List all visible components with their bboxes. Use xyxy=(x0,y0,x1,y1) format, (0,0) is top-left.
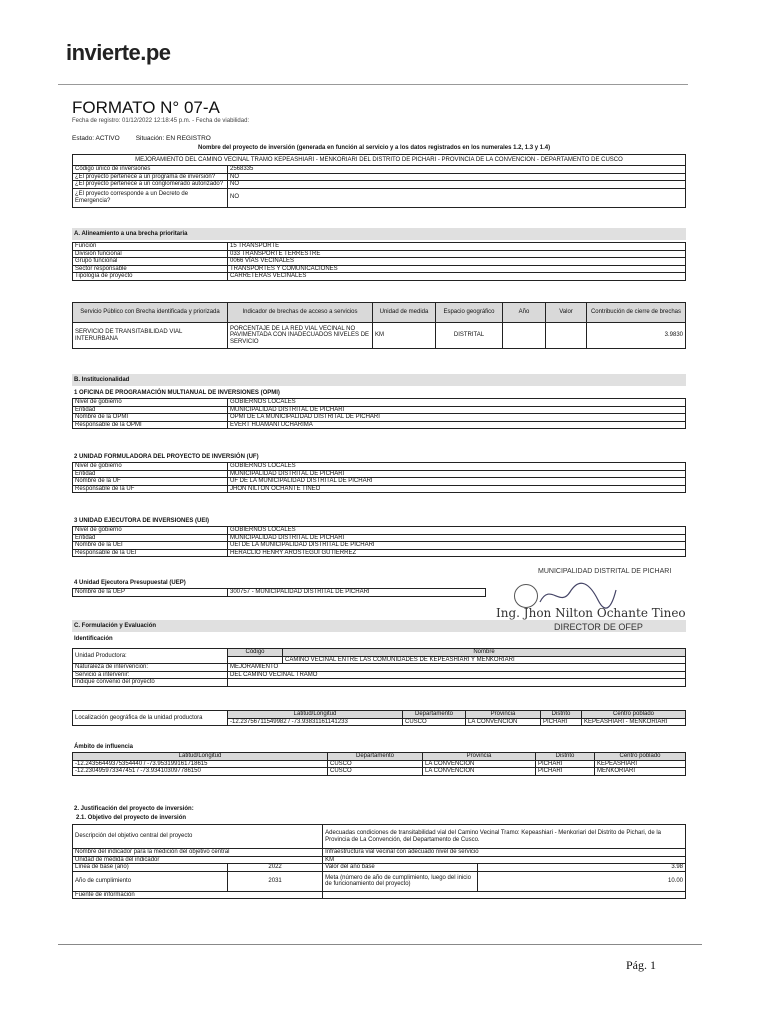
table-cell: Departamento xyxy=(403,711,466,719)
table-cell xyxy=(228,656,283,664)
table-cell: Provincia xyxy=(466,711,541,719)
table-cell: Valor xyxy=(546,303,587,323)
table-cell: -12.230495973347451 / -73.934103097786150 xyxy=(73,768,328,776)
table-cell: PICHARI xyxy=(541,718,582,726)
table-cell: Nombre del indicador para la medición del objetivo central xyxy=(73,849,323,857)
table-cell: Año de cumplimiento xyxy=(73,871,228,891)
table-cell: Año xyxy=(503,303,546,323)
table-cell: CARRETERAS VECINALES xyxy=(228,273,686,281)
objetivo-caption: 2.1. Objetivo del proyecto de inversión xyxy=(76,815,187,821)
table-cell: Meta (número de año de cumplimiento, luego del inicio de funcionamiento del proyecto) xyxy=(323,871,478,891)
table-cell: -12.23756711549982 / -73.93831161141233 xyxy=(228,718,403,726)
table-cell: 033 TRANSPORTE TERRESTRE xyxy=(228,250,686,258)
table-cell: MENKORIARI xyxy=(595,768,686,776)
table-cell: Línea de base (año) xyxy=(73,864,228,872)
table-cell: UEI DE LA MUNICIPALIDAD DISTRITAL DE PICHARI xyxy=(228,542,686,550)
table-cell: Centro poblado xyxy=(595,753,686,761)
table-cell: Localización geográfica de la unidad productora xyxy=(73,711,228,726)
table-cell: DEL CAMINO VECINAL TRAMO xyxy=(228,671,686,679)
table-cell: HERACLIO HENRY AROSTEGUI GUTIERREZ xyxy=(228,549,686,557)
table-cell: Responsable de la UEI xyxy=(73,549,228,557)
table-cell: Nombre xyxy=(283,649,686,657)
page-number: Pág. 1 xyxy=(626,958,656,972)
table-cell: Sector responsable xyxy=(73,265,228,273)
section-b-band: B. Institucionalidad xyxy=(72,374,686,386)
table-cell: NO xyxy=(228,188,686,207)
table-cell: Responsable de la OPMI xyxy=(73,421,228,429)
uei-caption: 3 UNIDAD EJECUTORA DE INVERSIONES (UEI) xyxy=(74,518,210,524)
table-cell: Código único de inversiones xyxy=(73,166,228,174)
table-cell: Nombre de la OPMI xyxy=(73,414,228,422)
section-a-band: A. Alineamiento a una brecha prioritaria xyxy=(72,228,686,240)
uf-table xyxy=(72,462,686,493)
proyecto-caption: Nombre del proyecto de inversión (generada en función al servicio y a los datos registrados en los numerales 1.2, 1.3 y 1.4) xyxy=(198,145,551,151)
table-cell: Indicador de brechas de acceso a servicios xyxy=(228,303,373,323)
table-cell: 2568335 xyxy=(228,166,686,174)
uei-table xyxy=(72,526,686,557)
localizacion-table xyxy=(72,710,686,726)
table-cell: Servicio a intervenir: xyxy=(73,671,228,679)
table-cell: Contribución de cierre de brechas xyxy=(587,303,686,323)
table-cell: CAMINO VECINAL ENTRE LAS COMUNIDADES DE KEPEASHIARI Y MENKORIARI xyxy=(283,656,686,664)
ambito-caption: Ámbito de influencia xyxy=(74,744,134,750)
table-cell: PICHARI xyxy=(536,760,595,768)
signature-stamp: MUNICIPALIDAD DISTRITAL DE PICHARI Ing. Jhon Nilton Ochante Tineo DIRECTOR DE OFEP xyxy=(496,568,686,632)
table-cell: EVERT HUAMANI UCHARIMA xyxy=(228,421,686,429)
opmi-table xyxy=(72,398,686,429)
logo: invierte.pe xyxy=(66,40,171,65)
proyecto-nombre: MEJORAMIENTO DEL CAMINO VECINAL TRAMO KEPEASHIARI - MENKORIARI DEL DISTRITO DE PICHARI - PROVINCIA DE LA CONVENCION - DEPARTAMENTO DE CUSCO xyxy=(73,155,686,166)
table-cell: Unidad de medida del indicador xyxy=(73,856,323,864)
table-cell: Distrito xyxy=(536,753,595,761)
table-cell: 10.00 xyxy=(478,871,686,891)
table-cell: MUNICIPALIDAD DISTRITAL DE PICHARI xyxy=(228,470,686,478)
table-cell: JHON NILTON OCHANTE TINEO xyxy=(228,485,686,493)
table-cell: Función xyxy=(73,243,228,251)
registro-fecha: Fecha de registro: 01/12/2022 12:18:45 p.m. - Fecha de viabilidad: xyxy=(72,118,250,124)
objetivo-table xyxy=(72,824,686,899)
table-cell xyxy=(503,323,546,349)
unidad-productora-table xyxy=(72,648,686,687)
table-cell: Distrito xyxy=(541,711,582,719)
table-cell: Indique convenio del proyecto xyxy=(73,679,228,687)
table-cell: Latitud/Longitud xyxy=(228,711,403,719)
table-cell: Fuente de información xyxy=(73,891,323,899)
table-cell: 300757 - MUNICIPALIDAD DISTRITAL DE PICHARI xyxy=(228,589,486,597)
table-cell: Código xyxy=(228,649,283,657)
estado-line: Estado: ACTIVO Situación: EN REGISTRO xyxy=(72,135,211,142)
table-cell: GOBIERNOS LOCALES xyxy=(228,399,686,407)
table-cell: Unidad Productora: xyxy=(73,649,228,664)
table-cell: Entidad xyxy=(73,406,228,414)
table-cell: Responsable de la UF xyxy=(73,485,228,493)
table-cell: KEPEASHIARI xyxy=(595,760,686,768)
table-cell: 2022 xyxy=(228,864,323,872)
table-cell: Nombre de la UEP xyxy=(73,589,228,597)
table-cell: Unidad de medida xyxy=(373,303,436,323)
table-cell: SERVICIO DE TRANSITABILIDAD VIAL INTERURBANA xyxy=(73,323,228,349)
table-cell: Departamento xyxy=(328,753,423,761)
table-cell: Nivel de gobierno xyxy=(73,399,228,407)
table-cell: 2031 xyxy=(228,871,323,891)
table-cell: Centro poblado xyxy=(582,711,686,719)
table-cell xyxy=(323,891,686,899)
brecha-table xyxy=(72,302,686,349)
identificacion-caption: Identificación xyxy=(74,636,113,642)
uep-table xyxy=(72,588,486,597)
table-cell: Descripción del objetivo central del proyecto xyxy=(73,825,323,849)
table-cell: MUNICIPALIDAD DISTRITAL DE PICHARI xyxy=(228,534,686,542)
table-cell: Servicio Público con Brecha identificada y priorizada xyxy=(73,303,228,323)
table-cell: LA CONVENCION xyxy=(423,768,536,776)
table-cell: Nivel de gobierno xyxy=(73,527,228,535)
table-cell: ¿El proyecto pertenece a un conglomerado autorizado? xyxy=(73,181,228,189)
table-cell: KM xyxy=(373,323,436,349)
uf-caption: 2 UNIDAD FORMULADORA DEL PROYECTO DE INVERSIÓN (UF) xyxy=(74,454,259,460)
table-cell: NO xyxy=(228,181,686,189)
table-cell: DISTRITAL xyxy=(436,323,503,349)
table-cell: Espacio geográfico xyxy=(436,303,503,323)
table-cell: Naturaleza de intervención: xyxy=(73,664,228,672)
table-cell: OPMI DE LA MUNICIPALIDAD DISTRITAL DE PICHARI xyxy=(228,414,686,422)
table-cell: LA CONVENCION xyxy=(466,718,541,726)
alineamiento-table xyxy=(72,242,686,281)
table-cell: Tipología de proyecto xyxy=(73,273,228,281)
table-cell: Infraestructura vial vecinal con adecuado nivel de servicio xyxy=(323,849,686,857)
table-cell: CUSCO xyxy=(403,718,466,726)
table-cell: LA CONVENCION xyxy=(423,760,536,768)
table-cell: TRANSPORTES Y COMUNICACIONES xyxy=(228,265,686,273)
table-cell: Latitud/Longitud xyxy=(73,753,328,761)
table-cell: Nivel de gobierno xyxy=(73,463,228,471)
table-cell: UF DE LA MUNICIPALIDAD DISTRITAL DE PICHARI xyxy=(228,478,686,486)
table-cell: ¿El proyecto corresponde a un Decreto de Emergencia? xyxy=(73,188,228,207)
seal-icon xyxy=(514,584,538,608)
table-cell: 0066 VÍAS VECINALES xyxy=(228,258,686,266)
table-cell: KM xyxy=(323,856,686,864)
form-sheet xyxy=(58,84,688,924)
table-cell: Nombre de la UEI xyxy=(73,542,228,550)
section-c-band: C. Formulación y Evaluación xyxy=(72,620,686,632)
table-cell: KEPEASHIARI - MENKORIARI xyxy=(582,718,686,726)
table-cell: ¿El proyecto pertenece a un programa de inversión? xyxy=(73,173,228,181)
table-cell xyxy=(546,323,587,349)
table-cell: PICHARI xyxy=(536,768,595,776)
table-cell: -12.24356449375354440 / -73.953199161718615 xyxy=(73,760,328,768)
table-cell: 3.98 xyxy=(478,864,686,872)
table-cell: Adecuadas condiciones de transitabilidad vial del Camino Vecinal Tramo: Kepeashiari - Menkoriari del Distrito de Pichari, de la Provincia de La Convención, del Departamento de Cusco. xyxy=(323,825,686,849)
table-cell: CUSCO xyxy=(328,768,423,776)
ambito-table xyxy=(72,752,686,776)
justificacion-caption: 2. Justificación del proyecto de inversión: xyxy=(74,806,194,812)
table-cell: GOBIERNOS LOCALES xyxy=(228,463,686,471)
opmi-caption: 1 OFICINA DE PROGRAMACIÓN MULTIANUAL DE INVERSIONES (OPMI) xyxy=(74,390,280,396)
table-cell: 15 TRANSPORTE xyxy=(228,243,686,251)
table-cell: División funcional xyxy=(73,250,228,258)
table-cell: Nombre de la UF xyxy=(73,478,228,486)
table-cell: Provincia xyxy=(423,753,536,761)
table-cell xyxy=(228,679,686,687)
table-cell: MEJORAMIENTO xyxy=(228,664,686,672)
table-cell: Entidad xyxy=(73,470,228,478)
uep-caption: 4 Unidad Ejecutora Presupuestal (UEP) xyxy=(74,580,186,586)
table-cell: Grupo funcional xyxy=(73,258,228,266)
table-cell: NO xyxy=(228,173,686,181)
table-cell: CUSCO xyxy=(328,760,423,768)
table-cell: GOBIERNOS LOCALES xyxy=(228,527,686,535)
table-cell: PORCENTAJE DE LA RED VIAL VECINAL NO PAVIMENTADA CON INADECUADOS NIVELES DE SERVICIO xyxy=(228,323,373,349)
table-cell: MUNICIPALIDAD DISTRITAL DE PICHARI xyxy=(228,406,686,414)
table-cell: Valor del año base xyxy=(323,864,478,872)
table-cell: Entidad xyxy=(73,534,228,542)
table-cell: 3.9830 xyxy=(587,323,686,349)
proyecto-table xyxy=(72,154,686,208)
page-title: FORMATO N° 07-A xyxy=(72,98,220,117)
